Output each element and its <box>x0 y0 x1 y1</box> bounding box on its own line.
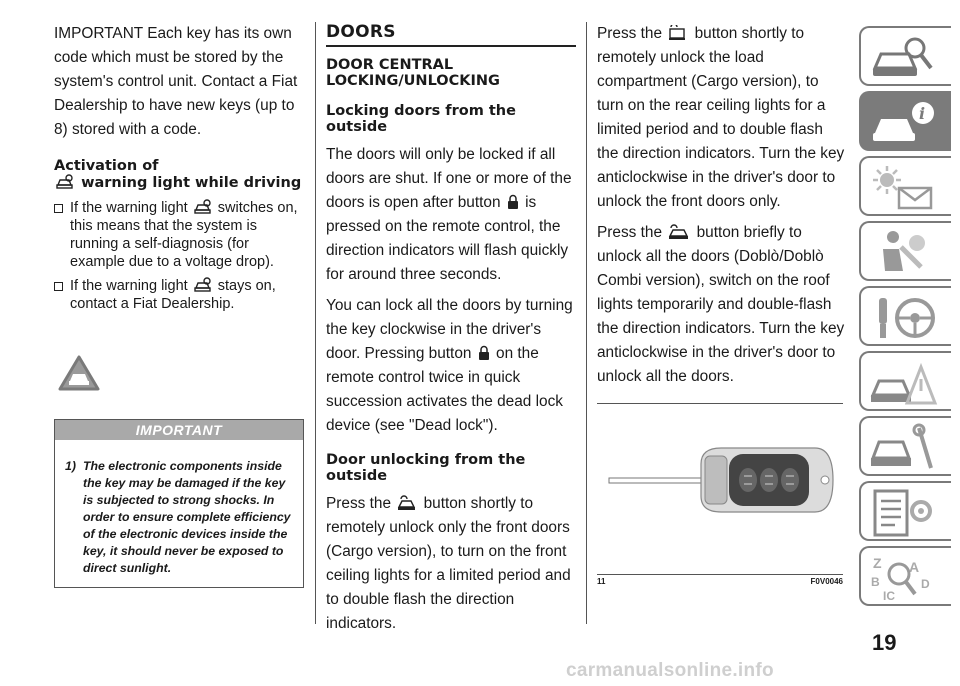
key-steering-icon <box>869 292 939 344</box>
column-divider <box>586 22 587 624</box>
column-left <box>54 22 304 588</box>
cargo-unlock-paragraph: Press the button shortly to remotely unlock the load compartment (Cargo version), to turn on the rear ceiling lights for a limited period and to double flash the direction indicators. Turn the key anticlockwise in the driver's door to unlock the front doors only. <box>597 25 845 210</box>
tab-getting-to-know[interactable] <box>859 91 951 151</box>
car-breakdown-icon <box>869 357 939 409</box>
airbag-seat-icon <box>869 227 939 279</box>
warning-symbol <box>54 353 304 413</box>
front-door-unlock-icon <box>397 495 417 511</box>
locking-heading: Locking doors from the outside <box>326 103 516 135</box>
watermark: carmanualsonline.info <box>566 660 774 681</box>
column-divider <box>315 22 316 624</box>
svg-text:IC: IC <box>883 589 895 603</box>
flip-key-remote-icon <box>597 404 843 574</box>
warning-lights-icon <box>869 162 939 214</box>
svg-text:Z: Z <box>873 555 882 571</box>
all-doors-unlock-paragraph: Press the button briefly to unlock all the doors (Doblò/Doblò Combi version), switch on the roof lights temporarily and double-flash the direction indicators. Turn the key anticlockwise in the driver's door to unlock all the doors. <box>597 224 845 385</box>
index-icon <box>869 552 939 604</box>
tab-maintenance[interactable] <box>859 416 951 476</box>
tab-index[interactable] <box>859 546 951 606</box>
svg-text:A: A <box>909 559 920 575</box>
column-middle <box>326 22 576 643</box>
warning-light-list <box>54 199 304 313</box>
car-warning-triangle-icon <box>56 353 102 393</box>
important-title: IMPORTANT <box>55 420 303 440</box>
tab-starting-driving[interactable] <box>859 286 951 346</box>
tab-technical-specs[interactable] <box>859 481 951 541</box>
tab-warning-lights[interactable] <box>859 156 951 216</box>
lock-icon <box>507 194 519 210</box>
list-item: If the warning light switches on, this means that the system is running a self-diagnosis (for example due to a voltage drop). <box>54 199 304 271</box>
svg-text:i: i <box>919 104 926 123</box>
tab-emergency[interactable] <box>859 351 951 411</box>
immobilizer-warning-icon <box>56 174 74 190</box>
svg-text:D: D <box>921 577 930 591</box>
tab-dashboard[interactable] <box>859 26 951 86</box>
lock-icon <box>478 345 490 361</box>
section-title: DOORS <box>326 22 576 47</box>
unlocking-paragraph: Press the button shortly to remotely unlock only the front doors (Cargo version), to turn on the front ceiling lights for a limited period and to double flash the direction indicators. <box>326 495 571 632</box>
figure-caption <box>597 577 843 586</box>
page-number: 19 <box>872 630 897 655</box>
car-search-icon <box>869 32 939 84</box>
figure-bottom-rule <box>597 574 843 575</box>
tab-safety[interactable] <box>859 221 951 281</box>
car-info-icon <box>869 97 939 149</box>
immobilizer-heading: Activation of warning light while driving <box>54 158 302 191</box>
deadlock-paragraph: You can lock all the doors by turning the key clockwise in the driver's door. Pressing button on the remote control twice in quick succession activates the dead lock device (see "Dead lock"). <box>326 297 573 434</box>
car-service-icon <box>869 422 939 474</box>
column-right <box>597 22 847 586</box>
intro-paragraph: IMPORTANT Each key has its own code which must be stored by the system's control unit. Contact a Fiat Dealership to have new keys (up to 8) stored with a code. <box>54 25 298 138</box>
figure-number: 11 <box>597 577 606 586</box>
section-tabs <box>859 26 951 611</box>
immobilizer-warning-icon <box>194 199 212 215</box>
list-item: If the warning light stays on, contact a Fiat Dealership. <box>54 277 304 313</box>
immobilizer-warning-icon <box>194 277 212 293</box>
all-doors-unlock-icon <box>668 224 690 240</box>
locking-paragraph: The doors will only be locked if all doors are shut. If one or more of the doors is open after button is pressed on the remote control, the direction indicators will flash quickly for around three seconds. <box>326 146 572 283</box>
important-note: 1) The electronic components inside the key may be damaged if the key is subjected to strong shocks. In order to ensure complete efficiency of the electronic devices inside the key, it should never be exposed to direct sunlight. <box>65 459 291 575</box>
important-box <box>54 419 304 588</box>
key-figure <box>597 404 847 574</box>
load-compartment-unlock-icon <box>668 25 688 41</box>
specifications-icon <box>869 487 939 539</box>
svg-text:B: B <box>871 575 880 589</box>
central-locking-heading: DOOR CENTRAL LOCKING/UNLOCKING <box>326 57 500 89</box>
figure-code: F0V0046 <box>810 577 843 586</box>
unlocking-heading: Door unlocking from the outside <box>326 452 526 484</box>
